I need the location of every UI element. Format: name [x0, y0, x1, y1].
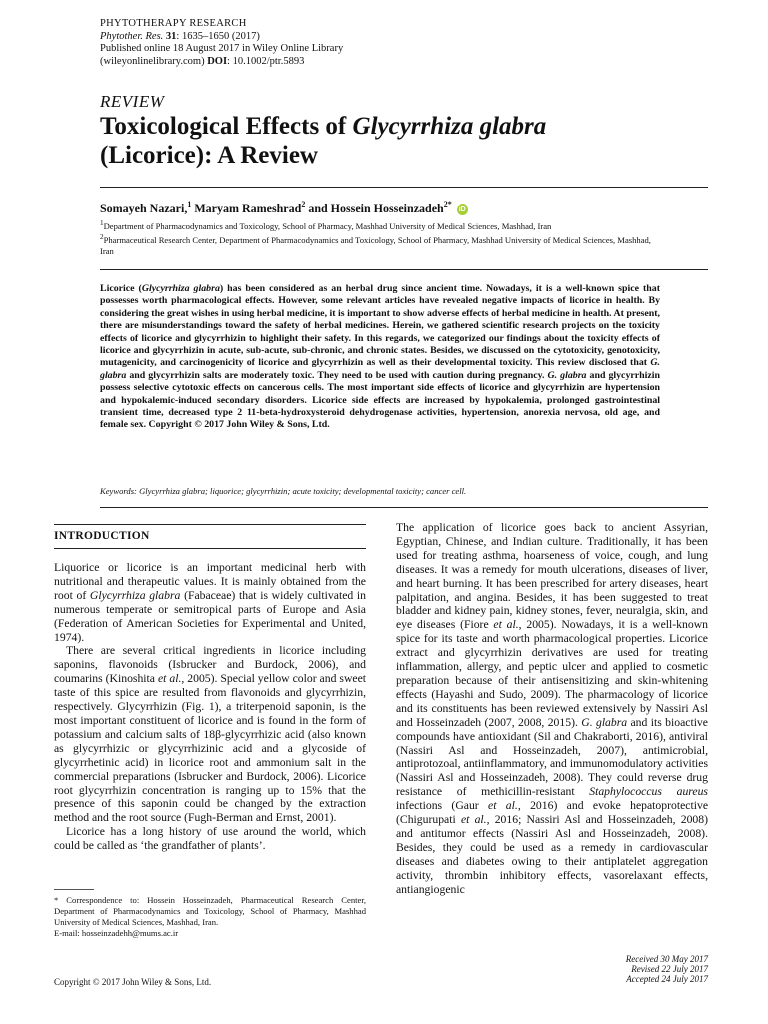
doi-line: (wileyonlinelibrary.com) DOI: 10.1002/ptr.5893 [100, 55, 305, 67]
received-date: Received 30 May 2017 [625, 954, 708, 964]
right-column-body: The application of licorice goes back to ancient Assyrian, Egyptian, Chinese, and Indian culture. Traditionally, it has been used for treating asthma, hoarseness of voice, cough, and lung diseases. It was a remedy for mouth ulcerations, diseases of liver, and heart burning. It has been prescribed for artery diseases, heart palpitation, and angina. Besides, it has been suggested to treat bladder and kidney pain, kidney stones, fever, neuralgia, skin, and eye diseases (Fiore et al., 2005). Nowadays, it is a well-known spice for its taste and worth pharmacological properties. Licorice extract and glycyrrhizin derivatives are used for treating inflammation, allergy, and peptic ulcer and applied to cosmetic preparation because of their antisensitizing and skin-whitening effects (Hayashi and Sudo, 2009). The pharmacology of licorice and its constituents has been reviewed extensively by Nassiri Asl and Hosseinzadeh (2007, 2008, 2015). G. glabra and its bioactive compounds have antioxidant (Sil and Chakraborti, 2016), antiviral (Nassiri Asl and Hosseinzadeh, 2007), antimicrobial, antiprotozoal, antiinflammatory, and immunomodulatory activities (Nassiri Asl and Hosseinzadeh, 2008). They could reverse drug resistance of methicillin-resistant Staphylococcus aureus infections (Gaur et al., 2016) and evoke hepatoprotective (Chigurupati et al., 2016; Nassiri Asl and Hosseinzadeh, 2008) and antitumor effects (Nassiri Asl and Hosseinzadeh, 2008). Besides, they could be used as a remedy in cardiovascular diseases and diabetes owing to their antiplatelet aggregation activity, thrombin inhibitory effects, vasorelaxant effects, antiangiogenic [396, 521, 709, 896]
article-dates [560, 954, 708, 984]
journal-name: PHYTOTHERAPY RESEARCH [100, 18, 247, 29]
journal-header [100, 18, 343, 68]
revised-date: Revised 22 July 2017 [631, 964, 708, 974]
section-rule [54, 524, 366, 525]
article-type: REVIEW [100, 92, 165, 111]
affiliation-2: $^2$Pharmaceutical Research Center, Department of Pharmacodynamics and Toxicology, School of Pharmacy, Mashhad University of Medical Sciences, Mashhad, Iran [100, 232, 651, 256]
paragraph: Licorice has a long history of use around the world, which could be called as ‘the grandfather of plants’. [54, 825, 366, 853]
paragraph: There are several critical ingredients in licorice including saponins, flavonoids (Isbrucker and Burdock, 2006), and coumarins (Kinoshita et al., 2005). Special yellow color and sweet taste of this spice are resulted from flavonoids and glycyrrhizin, respectively. Glycyrrhizin (Fig. 1), a triterpenoid saponin, is the most important constituent of licorice and is found in the form of potassium and calcium salts of 18β-glycyrrhizic acid (also known as glycyrrhizic or glycyrrhizinic acid and a glycoside of glycyrrhetinic acid) in licorice root and ammonium salt in the commercial preparations (Isbrucker and Burdock, 2006). Licorice root glycyrrhizin concentration is ranging up to 15% that the presence of this saponin could be changed by the extraction method and the root source (Fugh-Berman and Ernst, 2001). [54, 644, 367, 825]
orcid-icon[interactable]: iD [458, 206, 466, 213]
intro-body [54, 561, 366, 853]
abstract: Licorice (Glycyrrhiza glabra) has been considered as an herbal drug since ancient time. Nowadays, it is a well-known spice that possesses worth pharmacological effects. However, some relevant articles have revealed negative impacts of licorice in health. By considering the great wishes in using herbal medicine, it is important to show adverse effects of herbal medicine in health. At present, there are misunderstandings toward the safety of herbal medicines. Herein, we gathered scientific research projects on the toxicity effects of licorice and glycyrrhizin to highlight their safety. In this regards, we categorized our findings about the toxicity effects of licorice and glycyrrhizin in acute, sub-acute, sub-chronic, and chronic states. Besides, we discussed on the cytotoxicity, genotoxicity, mutagenicity, and carcinogenicity of licorice and glycyrrhizin as well as their developmental toxicity. This review disclosed that G. glabra and glycyrrhizin salts are moderately toxic. They need to be used with caution during pregnancy. G. glabra and glycyrrhizin possess selective cytotoxic effects on cancerous cells. The most important side effects of licorice and glycyrrhizin are hypertension and hypokalemic-induced secondary disorders. Licorice side effects are increased by hypokalemia, prolonged gastrointestinal transient time, decreased type 2 11-beta-hydroxysteroid dehydrogenase activities, hypertension, anorexia nervosa, old age, and female sex. Copyright © 2017 John Wiley & Sons, Ltd. [100, 283, 661, 431]
correspondence-footnote: * Correspondence to: Hossein Hosseinzadeh, Pharmaceutical Research Center, Department of Pharmacodynamics and Toxicology, School of Pharmacy, Mashhad University of Medical Sciences, Mashhad, Iran. E-mail: hosseinzadehh@mums.ac.ir [54, 895, 366, 938]
author-list: Somayeh Nazari,$^1$ Maryam Rameshrad$^2$ and Hossein Hosseinzadeh$^{2*}$ iD [100, 200, 466, 215]
affiliation-1: $^1$Department of Pharmacodynamics and Toxicology, School of Pharmacy, Mashhad University of Medical Sciences, Mashhad, Iran [100, 219, 552, 231]
affiliations [100, 218, 660, 257]
section-heading: INTRODUCTION [54, 530, 150, 542]
keywords: Keywords: Glycyrrhiza glabra; liquorice; glycyrrhizin; acute toxicity; developmental toxicity; cancer cell. [100, 486, 467, 496]
accepted-date: Accepted 24 July 2017 [626, 974, 708, 984]
divider [100, 269, 708, 270]
divider [100, 187, 708, 188]
article-title: Toxicological Effects of Glycyrrhiza glabra (Licorice): A Review [100, 113, 547, 169]
citation: Phytother. Res. 31: 1635–1650 (2017) [100, 30, 260, 42]
published-line: Published online 18 August 2017 in Wiley Online Library [100, 43, 344, 54]
divider [100, 507, 708, 508]
paragraph: Liquorice or licorice is an important medicinal herb with nutritional and therapeutic values. It is mainly obtained from the root of Glycyrrhiza glabra (Fabaceae) that is widely cultivated in numerous temperate or semitropical parts of Europe and Asia (Federation of American Societies for Experimental and United, 1974). [54, 561, 366, 644]
footnote-rule [54, 889, 94, 890]
copyright: Copyright © 2017 John Wiley & Sons, Ltd. [54, 977, 212, 987]
email[interactable]: E-mail: hosseinzadehh@mums.ac.ir [54, 928, 179, 938]
section-rule [54, 548, 366, 549]
